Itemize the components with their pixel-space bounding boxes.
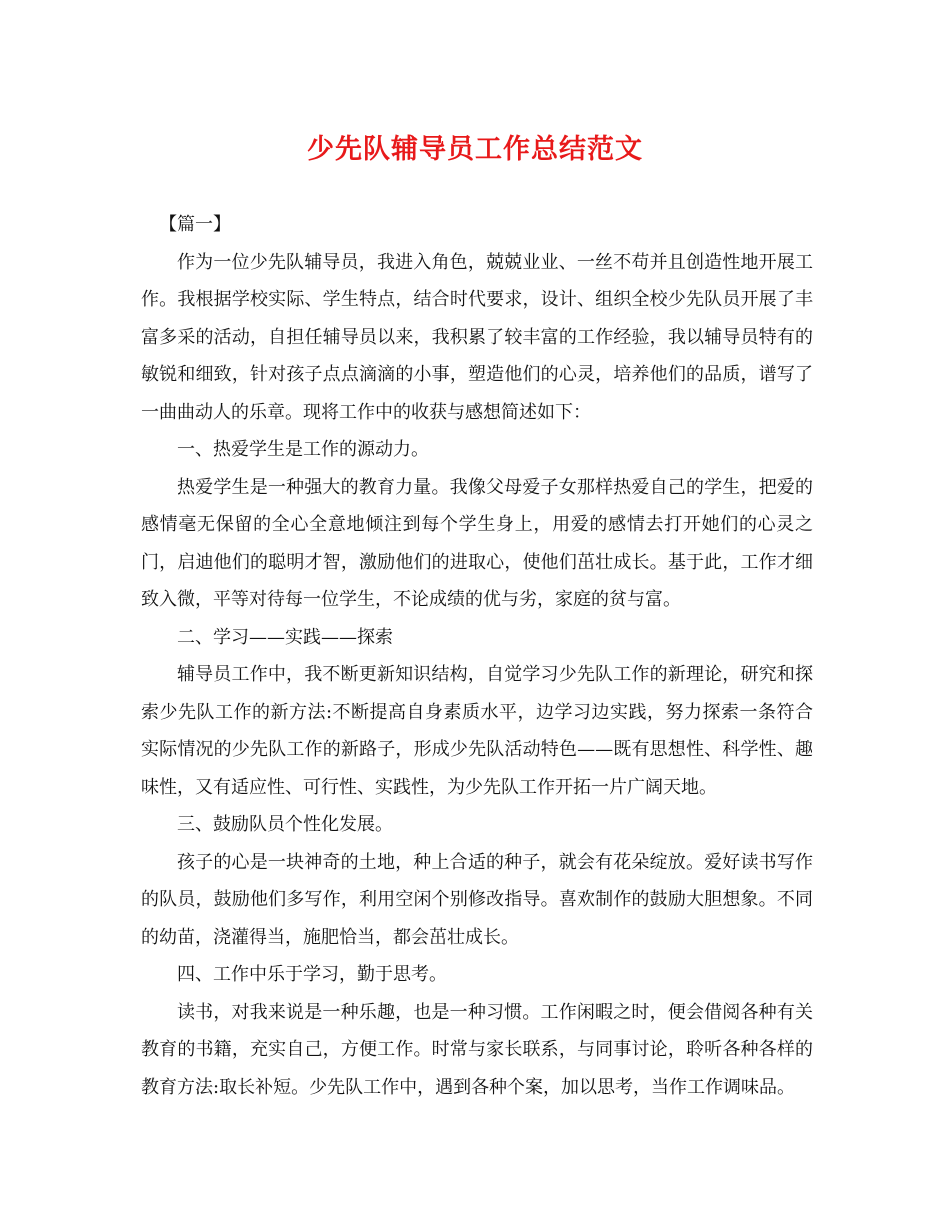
section-heading: 一、热爱学生是工作的源动力。	[177, 439, 429, 460]
section-heading: 四、工作中乐于学习，勤于思考。	[177, 964, 447, 985]
paragraph: 孩子的心是一块神奇的土地，种上合适的种子，就会有花朵绽放。爱好读书写作的队员，鼓励他们多写作，利用空闲个别修改指导。喜欢制作的鼓励大胆想象。不同的幼苗，浇灌得当，施肥恰当，都会茁壮成长。	[141, 851, 813, 948]
document-body	[141, 206, 813, 1106]
section-heading: 三、鼓励队员个性化发展。	[177, 814, 393, 835]
section-heading: 二、学习——实践——探索	[177, 626, 393, 648]
paragraph: 读书，对我来说是一种乐趣，也是一种习惯。工作闲暇之时，便会借阅各种有关教育的书籍，充实自己，方便工作。时常与家长联系，与同事讨论，聆听各种各样的教育方法:取长补短。少先队工作中，遇到各种个案，加以思考，当作工作调味品。	[141, 1001, 813, 1098]
paragraph: 作为一位少先队辅导员，我进入角色，兢兢业业、一丝不苟并且创造性地开展工作。我根据学校实际、学生特点，结合时代要求，设计、组织全校少先队员开展了丰富多采的活动，自担任辅导员以来，我积累了较丰富的工作经验，我以辅导员特有的敏锐和细致，针对孩子点点滴滴的小事，塑造他们的心灵，培养他们的品质，谱写了一曲曲动人的乐章。现将工作中的收获与感想简述如下：	[141, 251, 813, 423]
document-title: 少先队辅导员工作总结范文	[307, 134, 643, 165]
paragraph: 热爱学生是一种强大的教育力量。我像父母爱子女那样热爱自己的学生，把爱的感情毫无保留的全心全意地倾注到每个学生身上，用爱的感情去打开她们的心灵之门，启迪他们的聪明才智，激励他们的进取心，使他们茁壮成长。基于此，工作才细致入微，平等对待每一位学生，不论成绩的优与劣，家庭的贫与富。	[141, 476, 813, 610]
paragraph: 辅导员工作中，我不断更新知识结构，自觉学习少先队工作的新理论，研究和探索少先队工作的新方法:不断提高自身素质水平，边学习边实践，努力探索一条符合实际情况的少先队工作的新路子，形成少先队活动特色——既有思想性、科学性、趣味性，又有适应性、可行性、实践性，为少先队工作开拓一片广阔天地。	[141, 664, 813, 798]
section-label: 【篇一】	[159, 214, 231, 235]
